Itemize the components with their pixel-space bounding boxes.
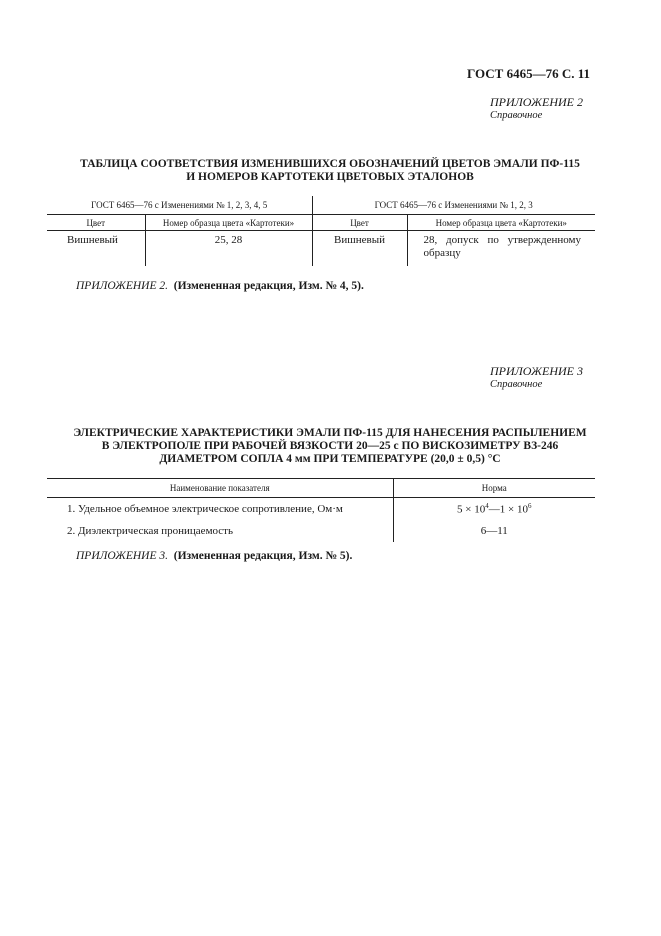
table-row [47,498,595,521]
table-header-row [47,479,595,498]
appendix-2-sub: Справочное [490,110,543,121]
note-text: (Измененная редакция, Изм. № 4, 5). [173,280,364,292]
cell-norm: 6—11 [393,520,595,542]
appendix-3-note [76,550,352,562]
table-row [47,231,595,267]
table-row [47,520,595,542]
appendix-2-title-line: И НОМЕРОВ КАРТОТЕКИ ЦВЕТОВЫХ ЭТАЛОНОВ [186,171,474,183]
column-header-norm: Норма [393,479,595,498]
column-header-number: Номер образца цвета «Картотеки» [145,215,312,231]
table-header-row [47,196,595,215]
appendix-3-title-line: ДИАМЕТРОМ СОПЛА 4 мм ПРИ ТЕМПЕРАТУРЕ (20,0 ± 0,5) °С [159,453,501,465]
group-header-right: ГОСТ 6465—76 с Изменениями № 1, 2, 3 [312,196,595,215]
cell-right-color: Вишневый [312,231,407,267]
cell-left-number: 25, 28 [145,231,312,267]
note-label: ПРИЛОЖЕНИЕ 3. [76,550,168,562]
appendix-2-title [40,158,620,184]
table-header-row [47,215,595,231]
electrical-characteristics-table [47,478,595,542]
appendix-3-sub: Справочное [490,379,543,390]
cell-right-number: 28, допуск по утвержденному образцу [407,231,595,267]
appendix-2-title-line: ТАБЛИЦА СООТВЕТСТВИЯ ИЗМЕНИВШИХСЯ ОБОЗНАЧЕНИЙ ЦВЕТОВ ЭМАЛИ ПФ-115 [80,158,580,170]
column-header-color: Цвет [47,215,145,231]
group-header-left: ГОСТ 6465—76 с Изменениями № 1, 2, 3, 4, 5 [47,196,312,215]
color-correspondence-table [47,196,595,266]
appendix-3-title-line: ЭЛЕКТРИЧЕСКИЕ ХАРАКТЕРИСТИКИ ЭМАЛИ ПФ-115 ДЛЯ НАНЕСЕНИЯ РАСПЫЛЕНИЕМ [73,427,587,439]
appendix-3-label: ПРИЛОЖЕНИЕ 3 [490,364,583,378]
column-header-color: Цвет [312,215,407,231]
appendix-2-heading [490,96,583,122]
cell-name: 1. Удельное объемное электрическое сопротивление, Ом·м [67,503,343,515]
note-label: ПРИЛОЖЕНИЕ 2. [76,280,168,292]
note-text: (Измененная редакция, Изм. № 5). [173,550,353,562]
appendix-2-label: ПРИЛОЖЕНИЕ 2 [490,95,583,109]
column-header-number: Номер образца цвета «Картотеки» [407,215,595,231]
appendix-2-note [76,280,364,292]
appendix-3-heading [490,365,583,391]
appendix-3-title-line: В ЭЛЕКТРОПОЛЕ ПРИ РАБОЧЕЙ ВЯЗКОСТИ 20—25 с ПО ВИСКОЗИМЕТРУ ВЗ-246 [101,440,559,452]
cell-left-color: Вишневый [67,234,118,246]
cell-name: 2. Диэлектрическая проницаемость [67,525,234,537]
column-header-name: Наименование показателя [47,479,393,498]
page-header: ГОСТ 6465—76 С. 11 [467,66,590,81]
cell-norm: $5 \times 10^4—1 \times 10^6$ [393,498,595,521]
appendix-3-title [40,427,620,466]
